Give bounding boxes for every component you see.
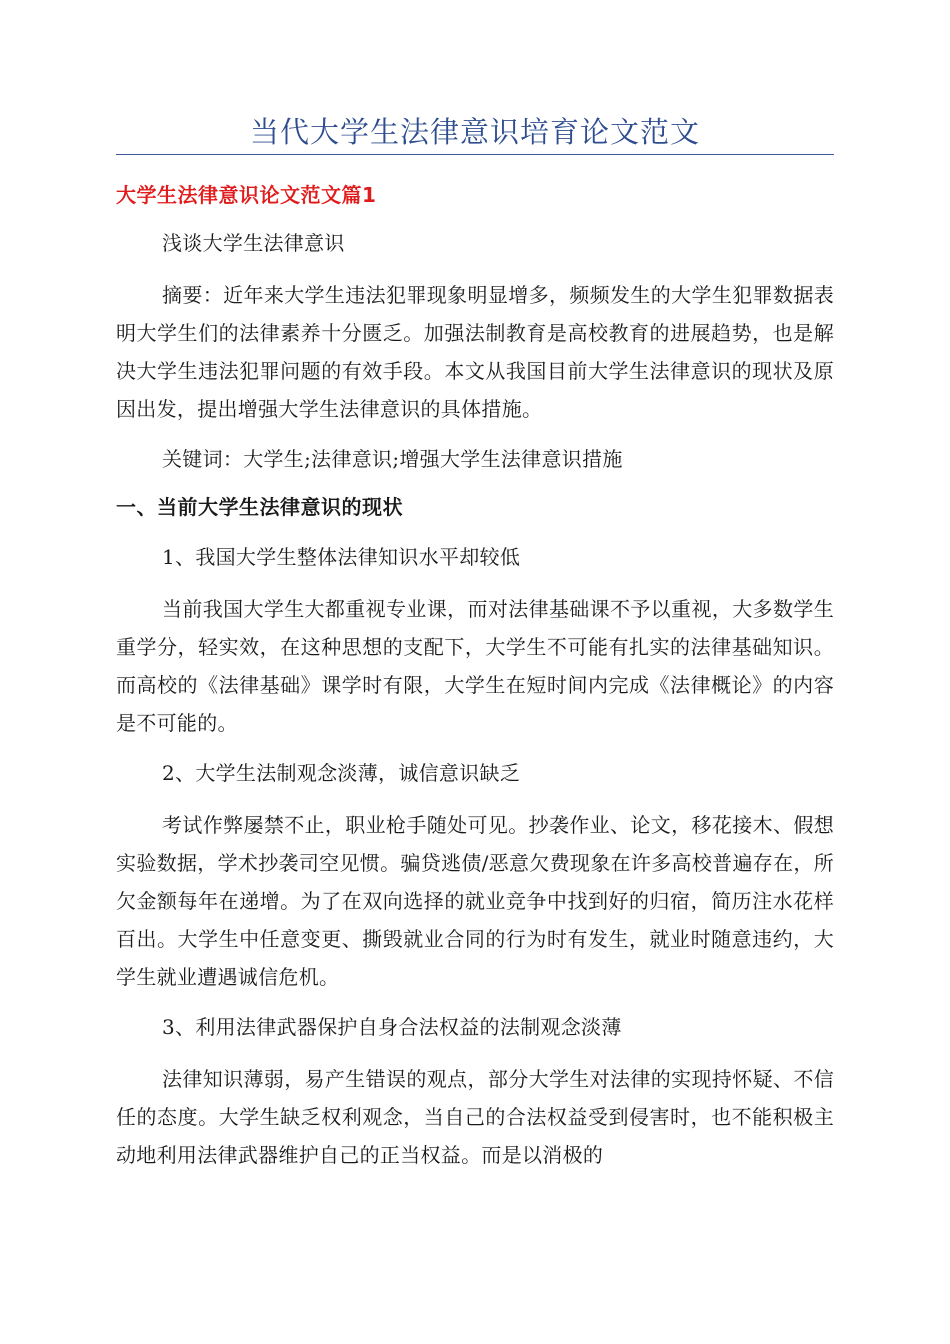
title-underline xyxy=(116,154,834,155)
point-3-heading: 3、利用法律武器保护自身合法权益的法制观念淡薄 xyxy=(162,1015,622,1039)
point-1-heading: 1、我国大学生整体法律知识水平却较低 xyxy=(162,545,521,569)
essay-heading: 大学生法律意识论文范文篇1 xyxy=(116,183,377,207)
essay-subtitle: 浅谈大学生法律意识 xyxy=(162,231,345,255)
section-heading-1: 一、当前大学生法律意识的现状 xyxy=(116,495,403,519)
point-3-body: 法律知识薄弱，易产生错误的观点，部分大学生对法律的实现持怀疑、不信任的态度。大学生缺乏权利观念，当自己的合法权益受到侵害时，也不能积极主动地利用法律武器维护自己的正当权益。而是以消极的 xyxy=(116,1067,834,1167)
point-1-body: 当前我国大学生大都重视专业课，而对法律基础课不予以重视，大多数学生重学分，轻实效，在这种思想的支配下，大学生不可能有扎实的法律基础知识。而高校的《法律基础》课学时有限，大学生在短时间内完成《法律概论》的内容是不可能的。 xyxy=(116,597,834,735)
abstract-paragraph: 摘要：近年来大学生违法犯罪现象明显增多，频频发生的大学生犯罪数据表明大学生们的法律素养十分匮乏。加强法制教育是高校教育的进展趋势，也是解决大学生违法犯罪问题的有效手段。本文从我国目前大学生法律意识的现状及原因出发，提出增强大学生法律意识的具体措施。 xyxy=(116,283,834,421)
document-body xyxy=(116,180,834,1186)
point-2-body: 考试作弊屡禁不止，职业枪手随处可见。抄袭作业、论文，移花接木、假想实验数据，学术抄袭司空见惯。骗贷逃债/恶意欠费现象在许多高校普遍存在，所欠金额每年在递增。为了在双向选择的就业竞争中找到好的归宿，简历注水花样百出。大学生中任意变更、撕毁就业合同的行为时有发生，就业时随意违约，大学生就业遭遇诚信危机。 xyxy=(116,813,834,989)
document-title: 当代大学生法律意识培育论文范文 xyxy=(249,115,700,149)
point-2-heading: 2、大学生法制观念淡薄，诚信意识缺乏 xyxy=(162,761,521,785)
keywords-paragraph: 关键词：大学生;法律意识;增强大学生法律意识措施 xyxy=(162,447,623,471)
